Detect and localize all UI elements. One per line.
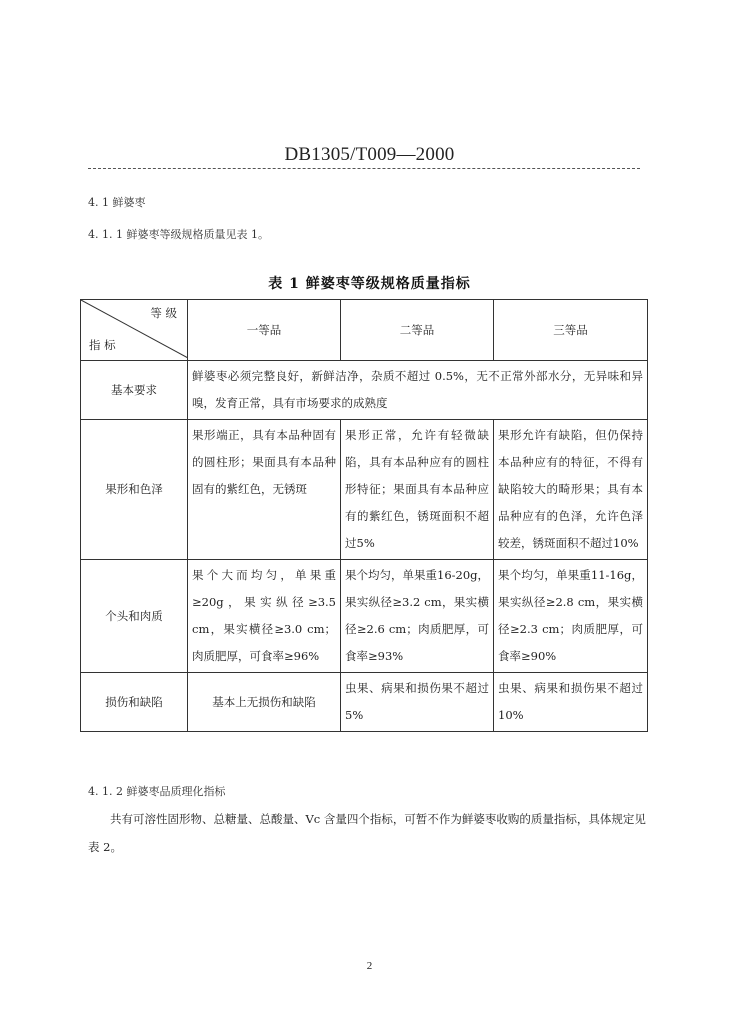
damage-grade-2: 虫果、病果和损伤果不超过 5% xyxy=(341,673,494,732)
shape-grade-2: 果形正常，允许有轻微缺陷，具有本品种应有的圆柱形特征；果面具有本品种应有的紫红色，锈斑面积不超过5% xyxy=(341,420,494,560)
row-name-basic: 基本要求 xyxy=(81,361,188,420)
damage-grade-3: 虫果、病果和损伤果不超过 10% xyxy=(494,673,648,732)
header-rule xyxy=(88,168,640,169)
table-row-shape xyxy=(81,420,648,560)
section-4-1-2: 4. 1. 2 鲜婆枣品质理化指标 xyxy=(88,785,226,798)
row-name-size: 个头和肉质 xyxy=(81,560,188,673)
page-number: 2 xyxy=(366,960,373,972)
corner-indicator-label: 指 标 xyxy=(89,338,116,352)
row-name-shape: 果形和色泽 xyxy=(81,420,188,560)
grade-header-1: 一等品 xyxy=(188,300,341,361)
section-4-1: 4. 1 鲜婆枣 xyxy=(88,196,146,209)
grade-header-2: 二等品 xyxy=(341,300,494,361)
table-row-size xyxy=(81,560,648,673)
body-paragraph: 共有可溶性固形物、总糖量、总酸量、Vc 含量四个指标，可暂不作为鲜婆枣收购的质量指标，具体规定见表 2。 xyxy=(88,812,646,854)
damage-grade-1: 基本上无损伤和缺陷 xyxy=(188,673,341,732)
section-4-1-1: 4. 1. 1 鲜婆枣等级规格质量见表 1。 xyxy=(88,228,269,241)
table-header-row xyxy=(81,300,648,361)
shape-grade-3: 果形允许有缺陷，但仍保持本品种应有的特征，不得有缺陷较大的畸形果；具有本品种应有的色泽，允许色泽较差，锈斑面积不超过10% xyxy=(494,420,648,560)
table-row-damage xyxy=(81,673,648,732)
basic-requirement-text: 鲜婆枣必须完整良好，新鲜洁净，杂质不超过 0.5%，无不正常外部水分，无异味和异嗅，发育正常，具有市场要求的成熟度 xyxy=(188,361,648,420)
shape-grade-1: 果形端正，具有本品种固有的圆柱形；果面具有本品种固有的紫红色，无锈斑 xyxy=(188,420,341,560)
document-code: DB1305/T009—2000 xyxy=(284,144,455,165)
size-grade-3: 果个均匀，单果重11-16g，果实纵径≥2.8 cm，果实横径≥2.3 cm；肉质肥厚，可食率≥90% xyxy=(494,560,648,673)
size-grade-1: 果个大而均匀，单果重≥20g，果实纵径≥3.5 cm，果实横径≥3.0 cm；肉质肥厚，可食率≥96% xyxy=(188,560,341,673)
size-grade-2: 果个均匀，单果重16-20g，果实纵径≥3.2 cm，果实横径≥2.6 cm；肉质肥厚，可食率≥93% xyxy=(341,560,494,673)
table-caption: 表 1 鲜婆枣等级规格质量指标 xyxy=(268,276,471,292)
table-row-basic xyxy=(81,361,648,420)
grade-table xyxy=(80,299,648,732)
corner-level-label: 等 级 xyxy=(150,306,177,320)
table-corner-cell xyxy=(81,300,188,361)
row-name-damage: 损伤和缺陷 xyxy=(81,673,188,732)
grade-header-3: 三等品 xyxy=(494,300,648,361)
